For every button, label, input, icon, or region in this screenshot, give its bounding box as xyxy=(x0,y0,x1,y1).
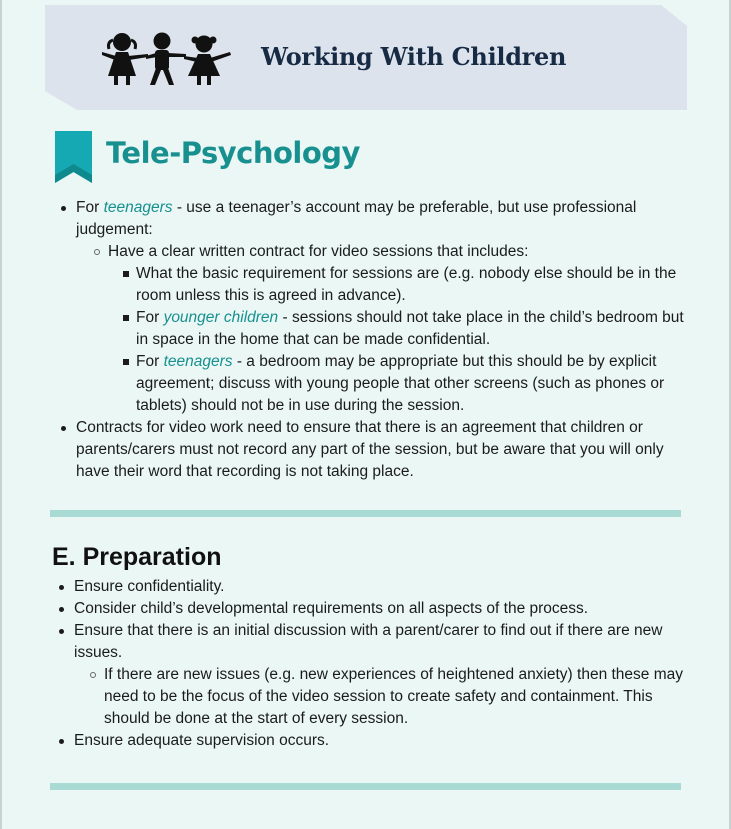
highlight-term: younger children xyxy=(163,309,279,326)
preparation-heading: E. Preparation xyxy=(52,543,222,571)
list-item: Contracts for video work need to ensure that there is an agreement that children or parents/carers must not record any part of the session, but be aware that you will only have their word that recording is not taking place. xyxy=(54,417,684,483)
list-item: Have a clear written contract for video sessions that includes: What the basic requirement for sessions are (e.g. nobody else should be in the room unless this is agreed in advance). For younger children - sessions should not take place in the child’s bedroom but in space in the home that can be made confidential. For teenagers - a bedroom may be appropriate but this should be by explicit agreement; discuss with young people that other screens (such as phones or tablets) should not be in use during the session. xyxy=(88,241,684,417)
list-item: For younger children - sessions should not take place in the child’s bedroom but in space in the home that can be made confidential. xyxy=(116,307,684,351)
list-item: For teenagers - use a teenager’s account may be preferable, but use professional judgement: Have a clear written contract for video sessions that includes: What the basic requirement for sessions are (e.g. nobody else should be in the room unless this is agreed in advance). For younger children - sessions should not take place in the child’s bedroom but in space in the home that can be made confidential. For teenagers - a bedroom may be appropriate but this should be by explicit agreement; discuss with young people that other screens (such as phones or tablets) should not be in use during the session. xyxy=(54,197,684,417)
sub-list xyxy=(88,241,684,417)
tele-psychology-list xyxy=(54,197,684,483)
highlight-term: teenagers xyxy=(163,353,233,370)
list-item: Ensure adequate supervision occurs. xyxy=(52,730,692,752)
list-item: What the basic requirement for sessions are (e.g. nobody else should be in the room unless this is agreed in advance). xyxy=(116,263,684,307)
list-item: If there are new issues (e.g. new experiences of heightened anxiety) then these may need to be the focus of the video session to create safety and containment. This should be done at the start of every session. xyxy=(84,664,692,730)
section-divider xyxy=(50,783,681,790)
children-holding-hands-icon xyxy=(100,30,240,88)
page-edge-left xyxy=(0,0,2,829)
highlight-term: teenagers xyxy=(103,199,173,216)
banner-title: Working With Children xyxy=(261,42,567,71)
list-item: Ensure that there is an initial discussion with a parent/carer to find out if there are new issues. If there are new issues (e.g. new experiences of heightened anxiety) then these may need to be the focus of the video session to create safety and containment. This should be done at the start of every session. xyxy=(52,620,692,730)
sub-list xyxy=(84,664,692,730)
section-divider xyxy=(50,510,681,517)
bookmark-ribbon-icon xyxy=(55,131,92,183)
section-title: Tele-Psychology xyxy=(106,136,360,170)
preparation-list xyxy=(52,576,692,752)
list-item: Ensure confidentiality. xyxy=(52,576,692,598)
list-item: For teenagers - a bedroom may be appropriate but this should be by explicit agreement; discuss with young people that other screens (such as phones or tablets) should not be in use during the session. xyxy=(116,351,684,417)
list-item: Consider child’s developmental requirements on all aspects of the process. xyxy=(52,598,692,620)
sub-sub-list xyxy=(116,263,684,417)
